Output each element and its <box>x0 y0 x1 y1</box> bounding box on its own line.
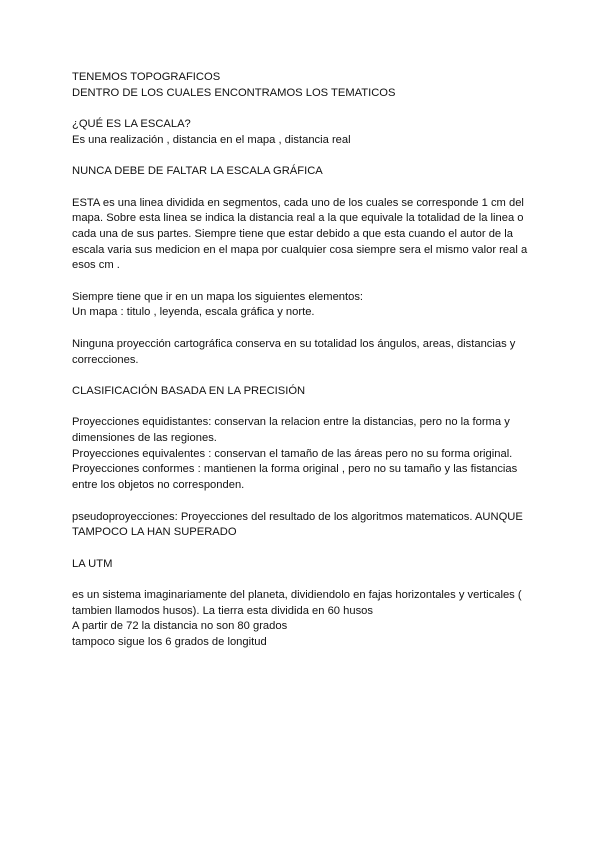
spacer <box>72 541 530 557</box>
escala-answer: Es una realización , distancia en el mapa , distancia real <box>72 133 351 146</box>
heading-line-1: TENEMOS TOPOGRAFICOS <box>72 71 221 83</box>
spacer <box>72 368 530 384</box>
proyecciones-equidistantes: Proyecciones equidistantes: conservan la relacion entre la distancias, pero no la forma y dimensiones de las regiones. <box>72 416 510 445</box>
spacer <box>72 321 530 337</box>
heading-line-2: DENTRO DE LOS CUALES ENCONTRAMOS LOS TEMATICOS <box>72 86 396 99</box>
elementos-line-1: Siempre tiene que ir en un mapa los siguientes elementos: <box>72 290 364 303</box>
spacer <box>72 180 530 196</box>
spacer <box>72 101 530 117</box>
utm-title: LA UTM <box>72 557 113 570</box>
utm-paragraph: es un sistema imaginariamente del planeta, dividiendolo en fajas horizontales y verticales ( tambien llamodos husos). La tierra esta dividida en 60 husos <box>72 589 522 617</box>
clasificacion-title: CLASIFICACIÓN BASADA EN LA PRECISIÓN <box>72 384 306 397</box>
proyecciones-conformes: Proyecciones conformes : mantienen la forma original , pero no su tamaño y las fistancias entre los objetos no corresponden. <box>72 463 518 492</box>
proyeccion-note: Ninguna proyección cartográfica conserva en su totalidad los ángulos, areas, distancias y correcciones. <box>72 337 516 366</box>
spacer <box>72 494 530 510</box>
proyecciones-equivalentes: Proyecciones equivalentes : conservan el tamaño de las áreas pero no su forma original. <box>72 447 513 460</box>
escala-grafica-paragraph: ESTA es una linea dividida en segmentos, cada uno de los cuales se corresponde 1 cm del mapa. Sobre esta linea se indica la distancia real a la que equivale la totalidad de la linea o cada una de sus partes. Siempre tiene que estar debido a que esta cuando el autor de la escala varia sus medicion en el mapa por cualquier cosa siempre sera el mismo valor real a esos cm . <box>72 196 528 272</box>
escala-question: ¿QUÉ ES LA ESCALA? <box>72 118 191 131</box>
elementos-line-2: Un mapa : titulo , leyenda, escala gráfica y norte. <box>72 306 315 319</box>
spacer <box>72 572 530 588</box>
spacer <box>72 149 530 165</box>
document-page <box>72 70 530 651</box>
spacer <box>72 400 530 416</box>
pseudoproyecciones-paragraph: pseudoproyecciones: Proyecciones del resultado de los algoritmos matematicos. AUNQUE TAMPOCO LA HAN SUPERADO <box>72 510 523 539</box>
utm-line-3: tampoco sigue los 6 grados de longitud <box>72 636 267 649</box>
escala-grafica-title: NUNCA DEBE DE FALTAR LA ESCALA GRÁFICA <box>72 165 323 178</box>
utm-line-2: A partir de 72 la distancia no son 80 grados <box>72 620 288 633</box>
spacer <box>72 274 530 290</box>
